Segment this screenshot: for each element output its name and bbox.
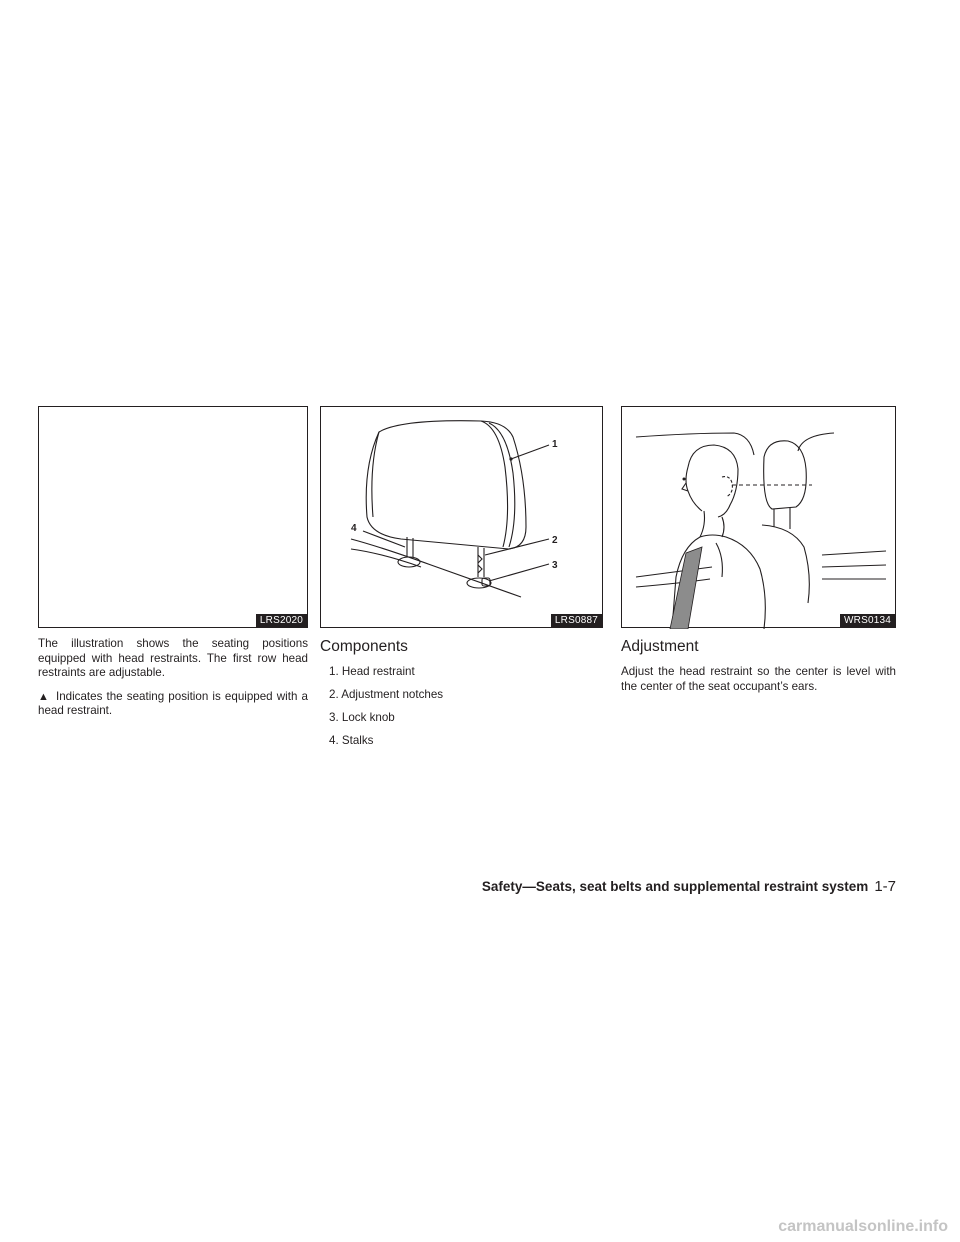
neck-back bbox=[722, 517, 724, 537]
left-column bbox=[38, 406, 308, 719]
components-heading: Components bbox=[320, 638, 408, 655]
head-restraint bbox=[764, 441, 807, 509]
leader-2 bbox=[485, 539, 549, 555]
leader-1 bbox=[511, 445, 549, 459]
left-collar bbox=[398, 557, 420, 567]
rear-pillar-line bbox=[798, 433, 834, 451]
page-number: 1-7 bbox=[874, 878, 896, 895]
seating-positions-illustration bbox=[38, 406, 308, 628]
list-item: 3. Lock knob bbox=[329, 711, 395, 724]
callout-3: 3 bbox=[552, 560, 558, 571]
note-paragraph bbox=[38, 690, 308, 719]
callout-4: 4 bbox=[351, 523, 357, 534]
head-restraint-drawing bbox=[321, 407, 604, 629]
callout-dot-1 bbox=[509, 457, 512, 460]
leader-3 bbox=[489, 564, 549, 581]
list-item: 1. Head restraint bbox=[329, 665, 415, 678]
triangle-icon: ▲ bbox=[38, 690, 50, 703]
head-restraint-adjustment-illustration bbox=[621, 406, 896, 628]
collar bbox=[716, 543, 722, 577]
figure-code: WRS0134 bbox=[840, 614, 895, 627]
watermark: carmanualsonline.info bbox=[778, 1218, 948, 1235]
list-item: 2. Adjustment notches bbox=[329, 688, 444, 701]
components-list bbox=[329, 665, 603, 748]
door-line-1 bbox=[636, 567, 712, 577]
door-line-2 bbox=[636, 579, 710, 587]
adjustment-notches bbox=[478, 555, 482, 573]
head-restraint-components-illustration bbox=[320, 406, 603, 628]
seat-back bbox=[762, 525, 809, 603]
eye bbox=[683, 478, 686, 481]
adjustment-paragraph: Adjust the head restraint so the center is level with the center of the seat occupant’s ears. bbox=[621, 665, 896, 693]
rear-seat-line-2 bbox=[822, 565, 886, 567]
intro-paragraph: The illustration shows the seating positions equipped with head restraints. The first row head restraints are adjustable. bbox=[38, 637, 308, 679]
page-footer bbox=[482, 878, 896, 895]
middle-column bbox=[320, 406, 603, 757]
shoulder-back bbox=[700, 535, 765, 629]
head-restraint-side-seam bbox=[481, 421, 508, 547]
list-item: 4. Stalks bbox=[329, 734, 374, 747]
neck-front bbox=[700, 511, 705, 537]
rear-seat-line-1 bbox=[822, 551, 886, 555]
head-restraint-body bbox=[366, 421, 526, 549]
hair-outline bbox=[688, 445, 738, 517]
note-text: Indicates the seating position is equipped with a head restraint. bbox=[38, 689, 308, 717]
head-restraint-back-seam bbox=[372, 432, 379, 517]
adjustment-heading: Adjustment bbox=[621, 638, 699, 655]
callout-1: 1 bbox=[552, 439, 558, 450]
ear-outline bbox=[722, 477, 732, 497]
figure-code: LRS2020 bbox=[256, 614, 307, 627]
face-outline bbox=[686, 467, 702, 511]
section-title: Safety—Seats, seat belts and supplemental restraint system bbox=[481, 879, 869, 894]
callout-2: 2 bbox=[552, 535, 558, 546]
figure-code: LRS0887 bbox=[551, 614, 602, 627]
right-column bbox=[621, 406, 896, 694]
head-restraint-side-seam-2 bbox=[489, 423, 515, 547]
occupant-drawing bbox=[622, 407, 897, 629]
